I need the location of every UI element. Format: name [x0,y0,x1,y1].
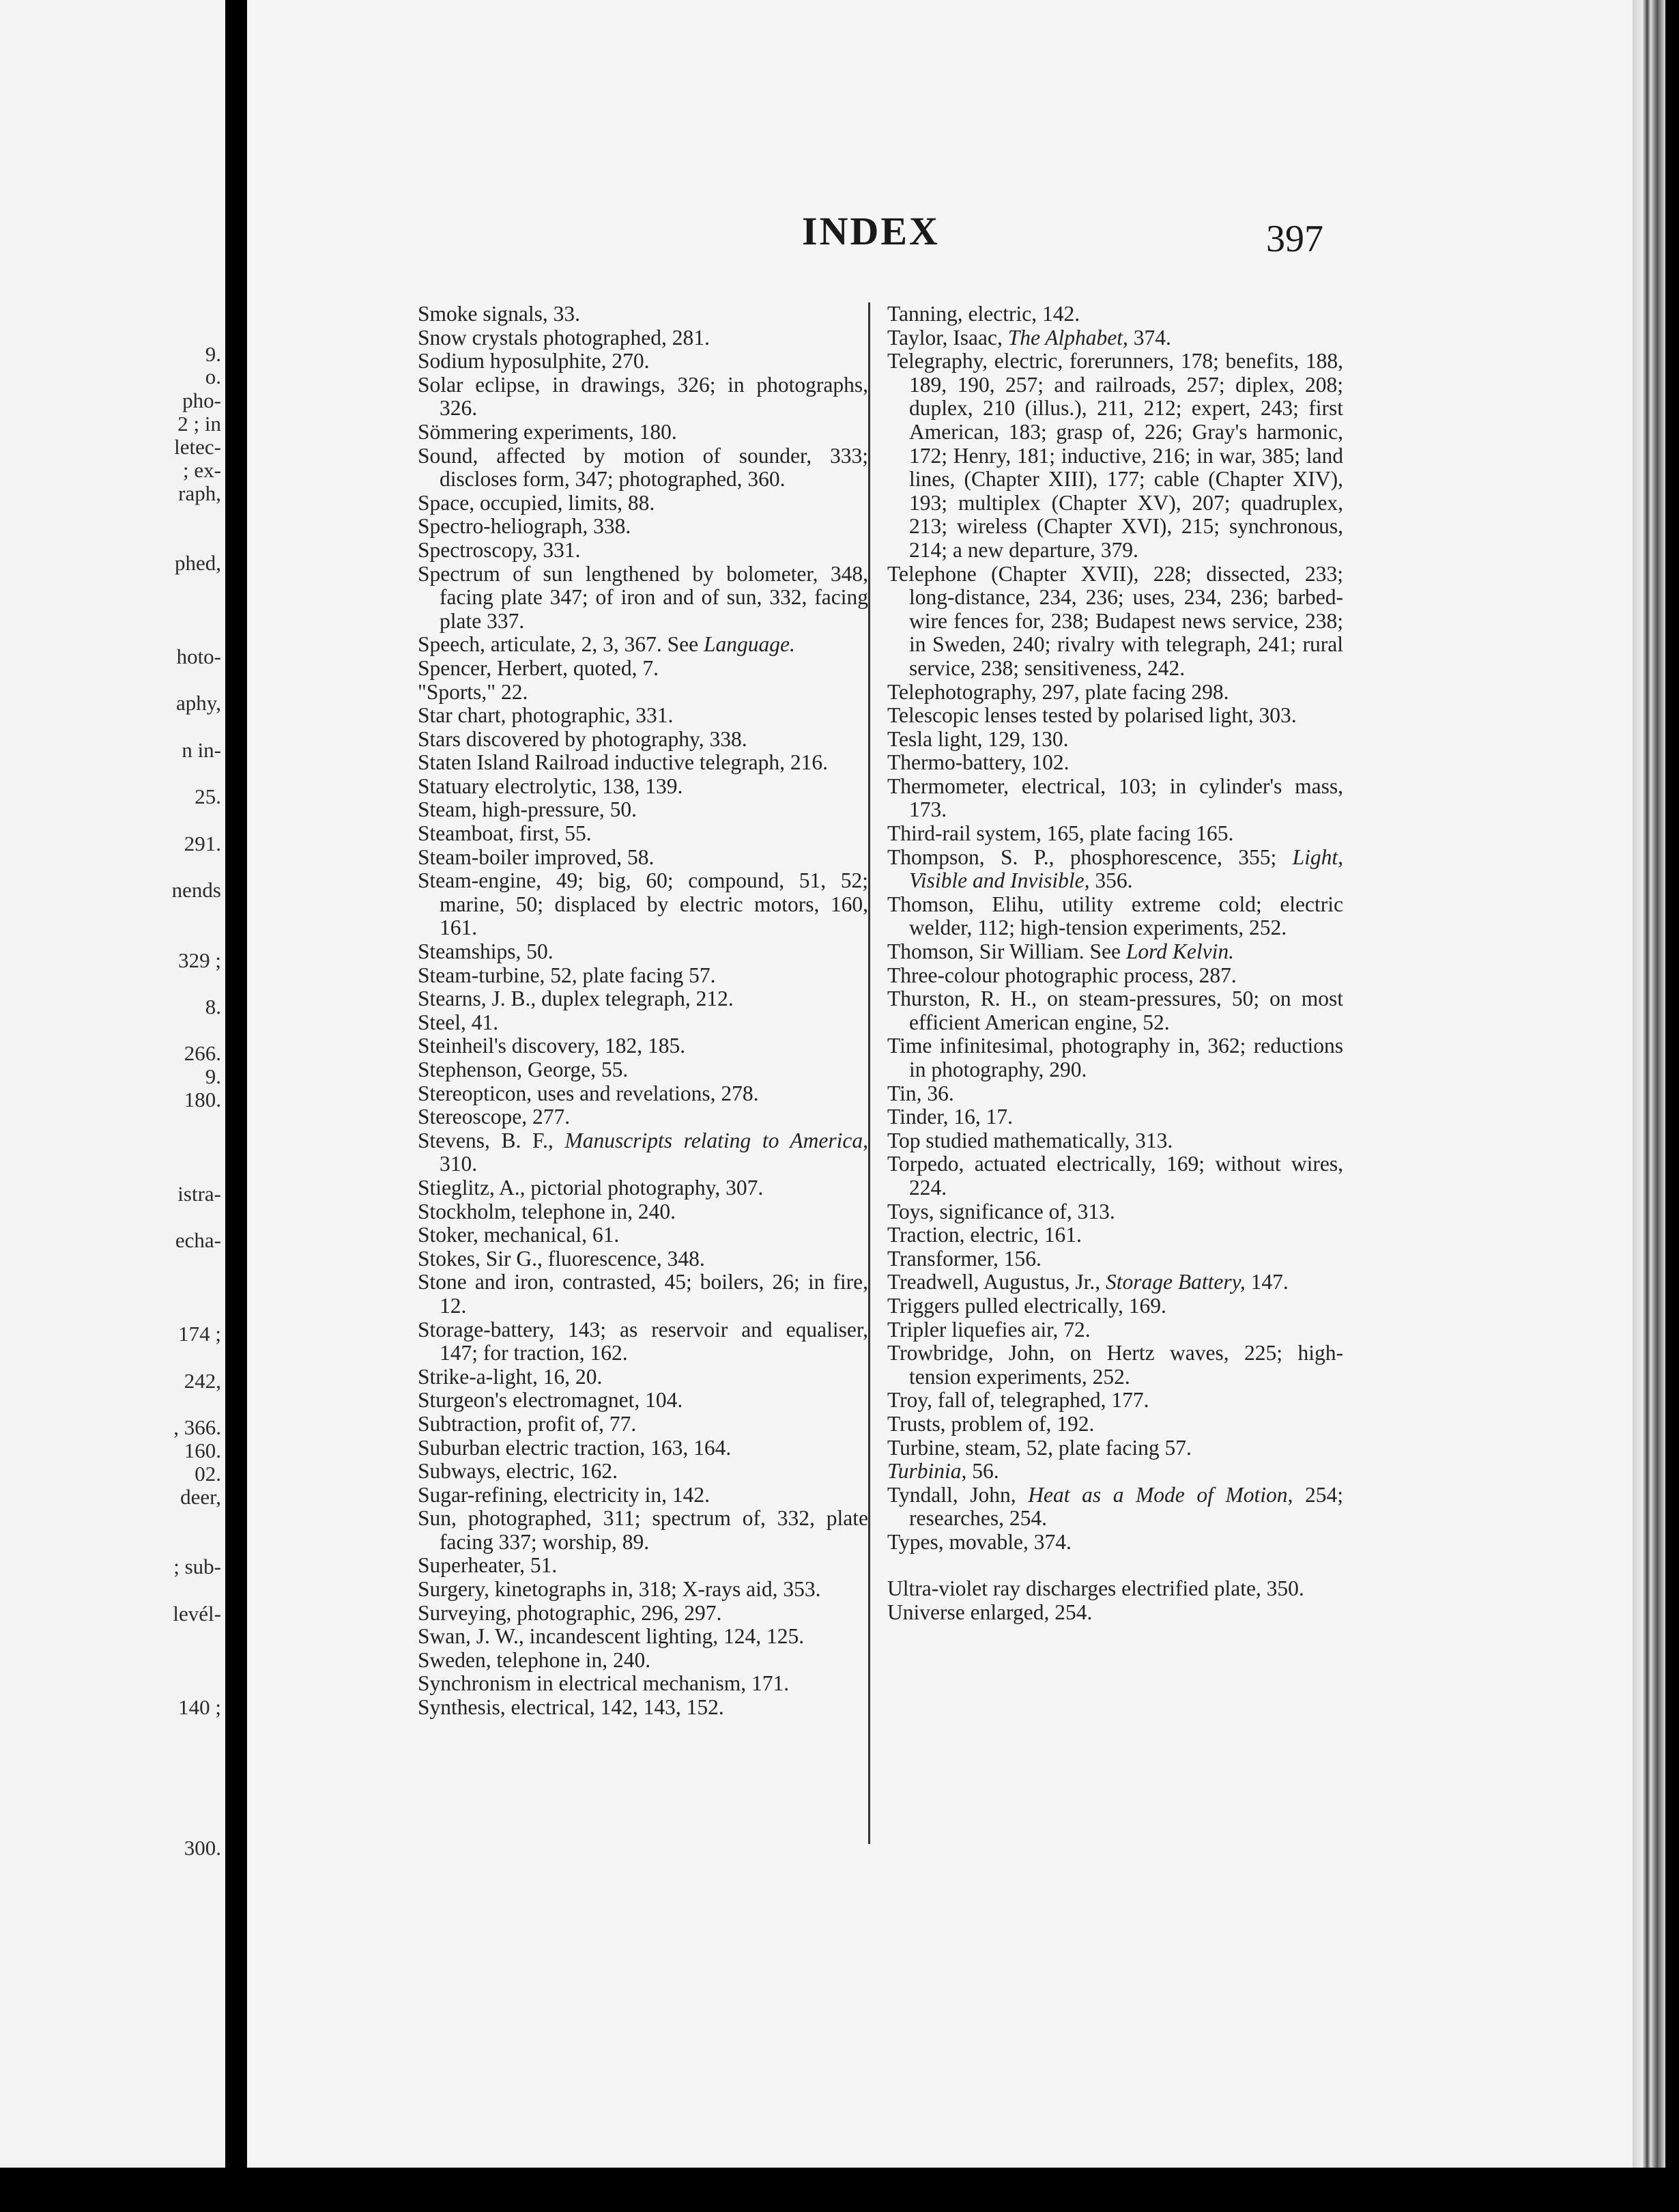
index-entry-text: Subways, electric, 162. [418,1459,618,1484]
index-entry-text: Smoke signals, 33. [418,302,581,326]
index-entry-text: Tinder, 16, 17. [887,1105,1013,1129]
index-entry-text: Steam-boiler improved, 58. [418,845,655,869]
index-entry-text: Spectrum of sun lengthened by bolometer, 348, facing plate 347; of iron and of sun, 332, facing plate 337. [418,561,868,633]
index-entry [418,1200,868,1224]
facing-page-text-fragment: 266. [184,1041,221,1065]
index-entry [418,869,868,940]
index-entry [418,846,868,870]
index-entry-text: Trusts, problem of, 192. [887,1411,1095,1436]
index-entry-text: Telephotography, 297, plate facing 298. [887,679,1229,704]
index-entry [418,1365,868,1389]
index-entry [418,1413,868,1436]
index-entry-text: Stephenson, George, 55. [418,1058,629,1081]
index-entry-text: Third-rail system, 165, plate facing 165. [887,821,1234,846]
index-entry [418,1034,868,1058]
facing-page-text-fragment: 174 ; [178,1322,221,1346]
index-entry [887,893,1343,940]
index-entry-text: Staten Island Railroad inductive telegraph, 216. [418,750,828,775]
facing-page-text-fragment: 160. [184,1438,221,1462]
index-entry [418,1460,868,1484]
index-entry-text: Triggers pulled electrically, 169. [887,1293,1166,1318]
index-entry-text: Ultra-violet ray discharges electrified plate, 350. [887,1576,1304,1601]
index-entry [418,964,868,988]
index-entry [887,1436,1343,1460]
index-entry-text: Star chart, photographic, 331. [418,703,674,728]
index-entry-title: Turbinia, [887,1459,967,1484]
index-entry-title: Heat as a Mode of Motion, [1028,1482,1293,1507]
index-entry-text: Sturgeon's electromagnet, 104. [418,1388,683,1413]
facing-page-text-fragment: o. [205,365,221,388]
index-entry-text: Treadwell, Augustus, Jr., [887,1270,1106,1294]
index-entry-text: Steam-turbine, 52, plate facing 57. [418,963,716,987]
index-entry [887,751,1343,775]
index-entry [887,1460,1343,1484]
facing-page-text-fragment: nends [171,878,221,902]
index-entry [887,350,1343,562]
index-entry [418,1484,868,1507]
index-entry [418,798,868,822]
index-entry [418,1649,868,1673]
index-entry-text: Sweden, telephone in, 240. [418,1647,651,1672]
facing-page-text-fragment: deer, [180,1485,221,1509]
index-entry-text: Thurston, R. H., on steam-pressures, 50; on most efficient American engine, 52. [887,987,1343,1034]
index-entry [418,492,868,515]
index-entry-text: Superheater, 51. [418,1553,558,1578]
facing-page-text-fragment: 9. [205,1064,221,1088]
index-entry-text: Synthesis, electrical, 142, 143, 152. [418,1695,724,1720]
index-entry [887,1531,1343,1555]
index-entry [418,1129,868,1176]
index-entry [418,1672,868,1696]
index-entry-text: Steamboat, first, 55. [418,821,592,846]
index-entry-text: Universe enlarged, 254. [887,1600,1093,1625]
facing-page-text-fragment: 25. [195,784,221,808]
index-entry-text: Sound, affected by motion of sounder, 333; discloses form, 347; photographed, 360. [418,443,868,492]
index-entry [418,1318,868,1365]
facing-page-text-fragment: ; sub- [173,1555,221,1578]
index-entry-text: Statuary electrolytic, 138, 139. [418,774,683,798]
page-number: 397 [1266,218,1323,260]
index-entry-text: Sugar-refining, electricity in, 142. [418,1482,710,1507]
index-entry-text: Snow crystals photographed, 281. [418,325,710,350]
index-entry [418,775,868,799]
index-entry-text: Thompson, S. P., phosphorescence, 355; [887,845,1293,869]
index-entry [887,775,1343,822]
index-entry-text: Subtraction, profit of, 77. [418,1411,637,1436]
facing-page-text-fragment: n in- [182,738,221,762]
facing-page-text-fragment: 140 ; [178,1695,221,1719]
facing-page-text-fragment: levél- [173,1602,221,1626]
facing-page-text-fragment: raph, [178,481,221,505]
index-entry-text: Strike-a-light, 16, 20. [418,1364,603,1389]
index-entry [418,515,868,539]
index-column-left [418,302,868,1720]
index-entry-text: Thermo-battery, 102. [887,750,1070,775]
index-entry [418,1271,868,1318]
index-entry [887,1413,1343,1436]
index-entry [887,1271,1343,1294]
index-entry [418,563,868,634]
scan-background [0,2168,1679,2212]
index-entry [418,1436,868,1460]
index-entry [418,1082,868,1106]
index-entry-text: Sodium hyposulphite, 270. [418,349,650,373]
index-entry-text: Tripler liquefies air, 72. [887,1317,1091,1342]
index-entry [887,1484,1343,1531]
facing-page-text-fragment: 2 ; in [177,412,221,436]
index-entry [887,940,1343,964]
index-entry-text: Stars discovered by photography, 338. [418,726,747,751]
index-entry [887,326,1343,350]
index-entry [887,1294,1343,1318]
index-entry-title: Lord Kelvin. [1125,939,1234,964]
index-entry-text: Taylor, Isaac, [887,325,1008,350]
index-entry [887,964,1343,988]
index-entry-pages: 374. [1128,325,1171,350]
index-entry [887,1389,1343,1413]
index-entry-text: Steel, 41. [418,1010,499,1034]
index-entry-text: Top studied mathematically, 313. [887,1128,1173,1152]
index-entry [418,1554,868,1578]
index-entry [887,1601,1343,1625]
index-entry [418,1058,868,1082]
index-entry-text: "Sports," 22. [418,679,528,704]
facing-page-text-fragment: 300. [184,1836,221,1860]
index-entry [418,1696,868,1720]
index-entry [418,1176,868,1200]
index-entry [418,421,868,444]
index-entry-text: Solar eclipse, in drawings, 326; in photographs, 326. [418,372,868,421]
column-divider [868,302,870,1844]
index-entry [418,681,868,705]
index-entry [418,539,868,563]
index-entry-text: Types, movable, 374. [887,1529,1072,1554]
index-entry-pages: 56. [966,1459,999,1484]
book-page-edges [1633,0,1665,2168]
index-entry-text: Stone and iron, contrasted, 45; boilers, 26; in fire, 12. [418,1270,868,1318]
index-entry-text: Traction, electric, 161. [887,1223,1082,1247]
index-entry-text: Troy, fall of, telegraphed, 177. [887,1388,1149,1413]
index-entry [887,1223,1343,1247]
index-entry [418,1105,868,1129]
index-entry [418,350,868,373]
index-entry-text: Three-colour photographic process, 287. [887,963,1237,987]
index-column-right [887,302,1343,1625]
index-entry-text: Stieglitz, A., pictorial photography, 307. [418,1175,764,1200]
index-entry-text: Thomson, Sir William. See [887,939,1126,964]
index-entry [887,728,1343,752]
index-entry [887,704,1343,728]
index-entry [418,940,868,964]
index-entry-title: Language. [704,632,795,657]
index-entry-text: Steamships, 50. [418,939,554,964]
index-entry-text: Torpedo, actuated electrically, 169; without wires, 224. [887,1152,1343,1200]
index-entry-text: Stereopticon, uses and revelations, 278. [418,1081,759,1105]
index-entry-text: Steam, high-pressure, 50. [418,797,637,822]
index-entry [418,633,868,657]
index-entry [887,302,1343,326]
index-entry [418,1223,868,1247]
index-entry [887,1247,1343,1271]
facing-page-text-fragment: 180. [184,1088,221,1111]
index-entry [887,1034,1343,1081]
index-entry [418,657,868,681]
facing-page-text-fragment: echa- [175,1228,221,1252]
facing-page-text-fragment: phed, [174,551,221,575]
index-entry-text: Speech, articulate, 2, 3, 367. See [418,632,704,657]
index-entry [418,1578,868,1602]
index-entry [418,373,868,421]
index-entry-text: Trowbridge, John, on Hertz waves, 225; high-tension experiments, 252. [887,1341,1343,1389]
index-entry [418,326,868,350]
facing-page-text-fragment: 329 ; [178,948,221,972]
index-entry-title: Storage Battery, [1105,1270,1246,1294]
index-entry-pages: 147. [1245,1270,1289,1294]
index-entry [887,987,1343,1034]
index-entry [418,751,868,775]
index-entry-text: Telephone (Chapter XVII), 228; dissected, 233; long-distance, 234, 236; uses, 234, 236; barbed-wire fences for, 238; Budapest news service, 238; in Sweden, 240; rivalry with telegraph, 241; rural service, 238; sensitiveness, 242. [887,561,1343,680]
index-entry-text: Surgery, kinetographs in, 318; X-rays aid, 353. [418,1577,821,1602]
index-entry [887,846,1343,893]
index-entry-text: Telegraphy, electric, forerunners, 178; benefits, 188, 189, 190, 257; and railroads, 257; diplex, 208; duplex, 210 (illus.), 211, 212; expert, 243; first American, 183; grasp of, 226; Gray's harmonic, 172; Henry, 181; inductive, 216; in war, 385; land lines, (Chapter XIII), 177; cable (Chapter XIV), 193; multiplex (Chapter XV), 207; quadruplex, 213; wireless (Chapter XVI), 215; synchronous, 214; a new departure, 379. [887,349,1343,562]
index-entry [887,1082,1343,1106]
index-entry-text: Sun, photographed, 311; spectrum of, 332, plate facing 337; worship, 89. [418,1506,868,1554]
index-entry [887,1200,1343,1224]
index-entry-text: Stereoscope, 277. [418,1105,571,1129]
index-entry-text: Suburban electric traction, 163, 164. [418,1435,732,1460]
index-entry-text: Surveying, photographic, 296, 297. [418,1600,722,1625]
index-entry-pages: 310. [440,1152,478,1176]
facing-page-edge [0,0,225,2168]
index-entry [418,1247,868,1271]
index-entry-text: Tin, 36. [887,1081,954,1105]
index-entry-text: Toys, significance of, 313. [887,1199,1115,1223]
index-entry-text: Spectroscopy, 331. [418,537,581,562]
index-entry-text: Tanning, electric, 142. [887,302,1080,326]
index-entry-text: Tyndall, John, [887,1482,1029,1507]
index-entry [887,1105,1343,1129]
index-entry [418,822,868,846]
index-entry-text: Turbine, steam, 52, plate facing 57. [887,1435,1192,1460]
index-entry [887,1152,1343,1200]
index-entry [418,1389,868,1413]
index-entry [887,1342,1343,1389]
index-entry-text: Thermometer, electrical, 103; in cylinder's mass, 173. [887,774,1343,822]
index-entry-text: Stearns, J. B., duplex telegraph, 212. [418,987,734,1011]
index-entry-title: Manuscripts relating to America, [564,1128,868,1152]
facing-page-text-fragment: hoto- [176,644,221,668]
index-entry [418,302,868,326]
facing-page-text-fragment: 8. [205,995,221,1019]
index-entry-text: Space, occupied, limits, 88. [418,490,655,515]
index-entry [418,1507,868,1554]
index-entry-text: Sömmering experiments, 180. [418,419,677,444]
index-entry-text: Tesla light, 129, 130. [887,726,1069,751]
index-entry [418,1602,868,1626]
facing-page-text-fragment: 02. [195,1462,221,1486]
index-entry-text: Time infinitesimal, photography in, 362; reductions in photography, 290. [887,1034,1343,1081]
index-entry-pages: 356. [1089,868,1133,893]
index-entry [887,1577,1343,1601]
index-entry [887,681,1343,705]
index-entry [887,1129,1343,1153]
facing-page-text-fragment: aphy, [176,691,221,715]
index-entry-text: Synchronism in electrical mechanism, 171. [418,1671,790,1696]
index-entry-text: Steam-engine, 49; big, 60; compound, 51, 52; marine, 50; displaced by electric motors, 160, 161. [418,868,868,940]
index-entry-text: Stokes, Sir G., fluorescence, 348. [418,1246,705,1271]
index-entry [418,1011,868,1035]
index-entry [418,987,868,1011]
running-head: INDEX [802,209,940,253]
index-entry-text: Stevens, B. F., [418,1128,565,1152]
index-entry-text: Stockholm, telephone in, 240. [418,1199,676,1223]
index-entry [418,728,868,752]
index-entry-text: Transformer, 156. [887,1246,1042,1271]
index-entry-text: Swan, J. W., incandescent lighting, 124, 125. [418,1624,805,1649]
facing-page-text-fragment: 242, [184,1369,221,1393]
facing-page-text-fragment: ; ex- [183,458,221,482]
index-entry-text: Spectro-heliograph, 338. [418,514,631,539]
index-entry [418,1625,868,1649]
index-entry [887,822,1343,846]
index-entry-text: Telescopic lenses tested by polarised light, 303. [887,703,1297,728]
facing-page-text-fragment: pho- [182,388,221,412]
index-entry [418,444,868,492]
index-entry-title: Light, Visible and Invisible, [909,845,1343,893]
index-entry [418,704,868,728]
facing-page-text-fragment: , 366. [173,1415,221,1439]
index-entry-title: The Alphabet, [1007,325,1128,350]
facing-page-text-fragment: 291. [184,832,221,855]
index-entry-text: Storage-battery, 143; as reservoir and equaliser, 147; for traction, 162. [418,1317,868,1365]
index-entry [887,1318,1343,1342]
index-entry-text: Spencer, Herbert, quoted, 7. [418,655,659,680]
index-entry-text: Steinheil's discovery, 182, 185. [418,1034,686,1058]
index-entry-pages: 254; researches, 254. [909,1482,1343,1531]
index-entry [887,563,1343,681]
facing-page-text-fragment: 9. [205,342,221,366]
facing-page-text-fragment: istra- [177,1182,221,1206]
index-entry-text: Stoker, mechanical, 61. [418,1223,620,1247]
facing-page-text-fragment: letec- [174,435,221,459]
index-entry-text: Thomson, Elihu, utility extreme cold; electric welder, 112; high-tension experiments, 252. [887,892,1343,940]
